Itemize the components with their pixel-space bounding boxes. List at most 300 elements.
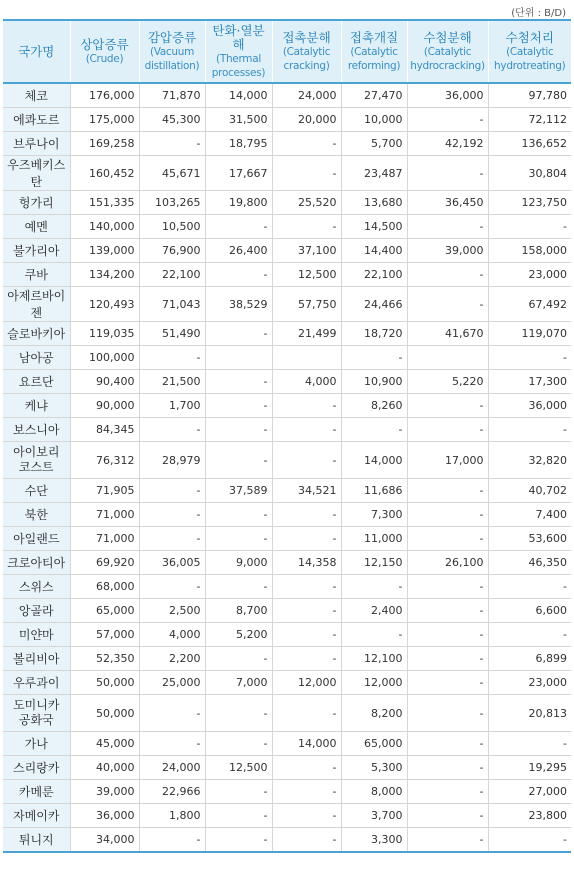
country-name-cell: 튀니지 [3,828,70,853]
table-row [3,263,571,287]
capacity-cell: - [205,732,272,756]
capacity-cell: 65,000 [341,732,407,756]
capacity-cell: 22,100 [139,263,205,287]
table-row [3,215,571,239]
capacity-cell: - [139,479,205,503]
capacity-cell: 24,000 [272,83,341,108]
capacity-cell: 21,499 [272,322,341,346]
capacity-cell: 69,920 [70,551,139,575]
country-name-cell: 불가리아 [3,239,70,263]
capacity-cell: 36,450 [407,191,488,215]
column-header-english: hydrocracking) [410,60,485,72]
country-name-cell: 스리랑카 [3,756,70,780]
capacity-cell: 23,000 [488,671,571,695]
table-row [3,239,571,263]
capacity-cell: - [407,263,488,287]
capacity-cell: 176,000 [70,83,139,108]
country-name-cell: 쿠바 [3,263,70,287]
column-header [341,20,407,83]
capacity-cell: 52,350 [70,647,139,671]
table-row [3,394,571,418]
capacity-cell: 37,589 [205,479,272,503]
capacity-cell: - [407,108,488,132]
country-name-cell: 우즈베키스탄 [3,156,70,191]
capacity-cell: 42,192 [407,132,488,156]
capacity-cell: 51,490 [139,322,205,346]
capacity-cell: 39,000 [407,239,488,263]
capacity-cell: 2,500 [139,599,205,623]
country-name-cell: 앙골라 [3,599,70,623]
capacity-cell: 25,520 [272,191,341,215]
capacity-cell: - [205,442,272,479]
capacity-cell: 25,000 [139,671,205,695]
capacity-cell: 31,500 [205,108,272,132]
capacity-cell: - [488,623,571,647]
country-name-cell: 헝가리 [3,191,70,215]
capacity-cell: 97,780 [488,83,571,108]
capacity-cell: - [407,804,488,828]
capacity-cell: - [407,623,488,647]
country-name-cell: 도미니카 공화국 [3,695,70,732]
capacity-cell: 76,900 [139,239,205,263]
capacity-cell: 9,000 [205,551,272,575]
capacity-cell: 22,966 [139,780,205,804]
capacity-cell: - [272,527,341,551]
capacity-cell: - [272,132,341,156]
capacity-cell: 5,700 [341,132,407,156]
capacity-cell: 46,350 [488,551,571,575]
capacity-cell: 71,043 [139,287,205,322]
capacity-cell: 90,400 [70,370,139,394]
capacity-cell [205,346,272,370]
capacity-cell: 12,000 [341,671,407,695]
country-name-cell: 북한 [3,503,70,527]
capacity-cell: 7,300 [341,503,407,527]
capacity-cell: 123,750 [488,191,571,215]
capacity-cell: 19,295 [488,756,571,780]
capacity-cell: 34,000 [70,828,139,853]
capacity-cell: 12,000 [272,671,341,695]
country-name-cell: 가나 [3,732,70,756]
capacity-cell: - [407,575,488,599]
capacity-cell: - [272,647,341,671]
country-name-cell: 슬로바키아 [3,322,70,346]
capacity-cell: 14,500 [341,215,407,239]
capacity-cell: 19,800 [205,191,272,215]
capacity-cell: 68,000 [70,575,139,599]
column-header-english: (Thermal [216,53,261,65]
capacity-cell: 11,000 [341,527,407,551]
column-header-english: (Vacuum [149,46,195,58]
capacity-cell: 37,100 [272,239,341,263]
capacity-cell: 17,300 [488,370,571,394]
column-header-english: distillation) [144,60,200,72]
capacity-cell: 8,260 [341,394,407,418]
table-row [3,83,571,108]
table-row [3,527,571,551]
capacity-cell: - [139,503,205,527]
capacity-cell: 119,070 [488,322,571,346]
column-header-english: (Catalytic [282,46,331,58]
capacity-cell: 139,000 [70,239,139,263]
column-header-korean: 감압증류 [147,30,197,45]
capacity-cell: - [272,156,341,191]
column-header-english: (Catalytic [350,46,398,58]
capacity-cell: 26,100 [407,551,488,575]
capacity-cell: 3,700 [341,804,407,828]
capacity-cell: - [205,215,272,239]
capacity-cell: - [407,647,488,671]
table-row [3,108,571,132]
capacity-cell: 14,000 [341,442,407,479]
capacity-cell: 90,000 [70,394,139,418]
capacity-cell: 26,400 [205,239,272,263]
capacity-cell: 120,493 [70,287,139,322]
table-row [3,370,571,394]
capacity-cell: 2,400 [341,599,407,623]
capacity-cell: 45,300 [139,108,205,132]
capacity-cell: - [407,695,488,732]
capacity-cell: 18,720 [341,322,407,346]
capacity-cell: 57,000 [70,623,139,647]
table-row [3,828,571,853]
capacity-cell: 36,000 [488,394,571,418]
country-name-cell: 체코 [3,83,70,108]
capacity-cell: 50,000 [70,671,139,695]
capacity-cell: - [139,828,205,853]
capacity-cell: 13,680 [341,191,407,215]
capacity-cell: - [407,780,488,804]
capacity-cell: - [139,527,205,551]
capacity-cell: 5,220 [407,370,488,394]
capacity-cell: 14,000 [272,732,341,756]
capacity-cell: 11,686 [341,479,407,503]
capacity-cell: 38,529 [205,287,272,322]
column-header-korean: 수첨처리 [505,30,554,45]
capacity-cell: 10,000 [341,108,407,132]
capacity-cell: - [205,503,272,527]
capacity-cell: 17,667 [205,156,272,191]
capacity-cell: 23,487 [341,156,407,191]
table-row [3,756,571,780]
capacity-cell: 71,000 [70,503,139,527]
capacity-cell: - [407,156,488,191]
table-row [3,442,571,479]
capacity-cell: 45,671 [139,156,205,191]
table-row [3,132,571,156]
capacity-cell: - [272,503,341,527]
country-name-cell: 브루나이 [3,132,70,156]
capacity-cell: - [139,132,205,156]
capacity-cell: 32,820 [488,442,571,479]
capacity-cell: - [272,394,341,418]
capacity-cell: 20,000 [272,108,341,132]
capacity-cell: 12,100 [341,647,407,671]
capacity-cell: - [488,575,571,599]
capacity-cell: - [341,418,407,442]
column-header-korean: 국가명 [18,44,55,59]
column-header-korean: 탄화·열분해 [212,23,265,52]
capacity-cell: - [407,828,488,853]
capacity-cell: - [205,370,272,394]
capacity-cell: 5,200 [205,623,272,647]
capacity-cell: 12,500 [205,756,272,780]
capacity-cell: 4,000 [272,370,341,394]
capacity-cell: 7,000 [205,671,272,695]
capacity-cell: - [272,695,341,732]
country-name-cell: 카메룬 [3,780,70,804]
capacity-cell: 160,452 [70,156,139,191]
column-header-korean: 수첨분해 [423,30,472,45]
table-row [3,623,571,647]
table-header [3,20,571,83]
capacity-cell: 27,000 [488,780,571,804]
table-row [3,575,571,599]
capacity-cell: - [139,418,205,442]
capacity-cell: 8,200 [341,695,407,732]
table-row [3,418,571,442]
table-row [3,479,571,503]
capacity-cell: - [139,695,205,732]
capacity-cell: - [407,418,488,442]
capacity-cell: 8,000 [341,780,407,804]
capacity-cell: 14,358 [272,551,341,575]
table-row [3,647,571,671]
refinery-capacity-table [3,19,571,853]
capacity-cell [272,346,341,370]
capacity-cell: 158,000 [488,239,571,263]
capacity-cell: - [341,575,407,599]
capacity-cell: - [341,346,407,370]
capacity-cell: 17,000 [407,442,488,479]
capacity-cell: 6,899 [488,647,571,671]
capacity-cell: - [205,780,272,804]
country-name-cell: 스위스 [3,575,70,599]
capacity-cell: - [272,215,341,239]
capacity-cell: - [407,215,488,239]
capacity-cell: - [272,780,341,804]
capacity-cell: 20,813 [488,695,571,732]
capacity-cell: - [272,804,341,828]
column-header [139,20,205,83]
capacity-cell: - [205,322,272,346]
capacity-cell: - [272,599,341,623]
country-name-cell: 자메이카 [3,804,70,828]
capacity-cell: 23,800 [488,804,571,828]
capacity-cell: 71,870 [139,83,205,108]
capacity-cell: 40,000 [70,756,139,780]
unit-label: (단위 : B/D) [511,8,566,19]
capacity-cell: 40,702 [488,479,571,503]
capacity-cell: 50,000 [70,695,139,732]
capacity-cell: 7,400 [488,503,571,527]
capacity-cell: 151,335 [70,191,139,215]
capacity-cell: 119,035 [70,322,139,346]
capacity-cell: - [407,732,488,756]
capacity-cell: - [139,575,205,599]
column-header [3,20,70,83]
capacity-cell: - [205,695,272,732]
country-name-cell: 수단 [3,479,70,503]
capacity-cell: - [407,479,488,503]
capacity-cell: 103,265 [139,191,205,215]
capacity-cell: - [272,418,341,442]
capacity-cell: 1,800 [139,804,205,828]
capacity-cell: - [205,828,272,853]
capacity-cell [407,346,488,370]
country-name-cell: 우루과이 [3,671,70,695]
header-row [3,20,571,83]
capacity-cell: - [272,828,341,853]
capacity-cell: - [205,647,272,671]
country-name-cell: 아이보리 코스트 [3,442,70,479]
table-row [3,156,571,191]
capacity-cell: 36,005 [139,551,205,575]
country-name-cell: 보스니아 [3,418,70,442]
capacity-cell: 76,312 [70,442,139,479]
capacity-cell: - [488,346,571,370]
column-header [205,20,272,83]
capacity-cell: 6,600 [488,599,571,623]
country-name-cell: 아일랜드 [3,527,70,551]
capacity-cell: - [272,756,341,780]
capacity-cell: - [488,828,571,853]
table-row [3,346,571,370]
capacity-cell: 1,700 [139,394,205,418]
capacity-cell: 140,000 [70,215,139,239]
column-header-english: (Catalytic [506,46,554,58]
capacity-cell: 45,000 [70,732,139,756]
capacity-cell: 53,600 [488,527,571,551]
column-header [407,20,488,83]
country-name-cell: 볼리비아 [3,647,70,671]
capacity-cell: 8,700 [205,599,272,623]
column-header-korean: 상압증류 [80,37,129,52]
capacity-cell: 28,979 [139,442,205,479]
column-header-english: (Catalytic [423,46,472,58]
table-row [3,191,571,215]
capacity-cell: 100,000 [70,346,139,370]
table-row [3,322,571,346]
capacity-cell: 14,400 [341,239,407,263]
capacity-cell: 71,000 [70,527,139,551]
capacity-cell: - [205,575,272,599]
capacity-cell: 136,652 [488,132,571,156]
capacity-cell: - [407,527,488,551]
capacity-cell: 34,521 [272,479,341,503]
capacity-cell: 18,795 [205,132,272,156]
capacity-cell: 22,100 [341,263,407,287]
capacity-cell: 23,000 [488,263,571,287]
capacity-cell: - [272,442,341,479]
column-header [70,20,139,83]
column-header-english: processes) [211,67,266,79]
capacity-cell: - [272,623,341,647]
country-name-cell: 케냐 [3,394,70,418]
capacity-cell: - [205,394,272,418]
country-name-cell: 요르단 [3,370,70,394]
capacity-cell: 175,000 [70,108,139,132]
column-header-english: reforming) [347,60,401,72]
capacity-cell: 134,200 [70,263,139,287]
table-row [3,551,571,575]
capacity-cell: - [139,732,205,756]
capacity-cell: - [205,804,272,828]
country-name-cell: 미얀마 [3,623,70,647]
country-name-cell: 남아공 [3,346,70,370]
capacity-cell: - [488,215,571,239]
capacity-cell: - [407,671,488,695]
country-name-cell: 에콰도르 [3,108,70,132]
capacity-cell: - [407,287,488,322]
capacity-cell: - [341,623,407,647]
country-name-cell: 크로아티아 [3,551,70,575]
capacity-cell: 57,750 [272,287,341,322]
capacity-cell: 30,804 [488,156,571,191]
capacity-cell: 2,200 [139,647,205,671]
capacity-cell: 27,470 [341,83,407,108]
table-row [3,503,571,527]
capacity-cell: - [205,418,272,442]
capacity-cell: 3,300 [341,828,407,853]
capacity-cell: 24,000 [139,756,205,780]
country-name-cell: 아제르바이젠 [3,287,70,322]
table-row [3,671,571,695]
capacity-cell: 41,670 [407,322,488,346]
table-body [3,83,571,852]
column-header [488,20,571,83]
capacity-cell: 72,112 [488,108,571,132]
refinery-capacity-table-wrapper [3,19,571,853]
capacity-cell: 71,905 [70,479,139,503]
capacity-cell: - [407,503,488,527]
capacity-cell: 12,500 [272,263,341,287]
capacity-cell: 65,000 [70,599,139,623]
capacity-cell: 21,500 [139,370,205,394]
capacity-cell: 84,345 [70,418,139,442]
capacity-cell: - [488,732,571,756]
capacity-cell: 24,466 [341,287,407,322]
capacity-cell: 36,000 [407,83,488,108]
capacity-cell: - [407,394,488,418]
capacity-cell: 4,000 [139,623,205,647]
table-row [3,287,571,322]
capacity-cell: - [407,756,488,780]
table-row [3,804,571,828]
capacity-cell: - [488,418,571,442]
table-row [3,599,571,623]
capacity-cell: 10,500 [139,215,205,239]
column-header-korean: 접촉개질 [349,30,399,45]
capacity-cell: - [205,527,272,551]
capacity-cell: - [139,346,205,370]
capacity-cell: 36,000 [70,804,139,828]
table-row [3,695,571,732]
capacity-cell: 5,300 [341,756,407,780]
column-header-english: hydrotreating) [494,60,566,72]
capacity-cell: 14,000 [205,83,272,108]
capacity-cell: 12,150 [341,551,407,575]
column-header-english: cracking) [283,60,330,72]
table-row [3,780,571,804]
capacity-cell: 67,492 [488,287,571,322]
column-header-korean: 접촉분해 [282,30,331,45]
capacity-cell: - [407,599,488,623]
capacity-cell: 10,900 [341,370,407,394]
capacity-cell: - [205,263,272,287]
capacity-cell: 169,258 [70,132,139,156]
column-header [272,20,341,83]
